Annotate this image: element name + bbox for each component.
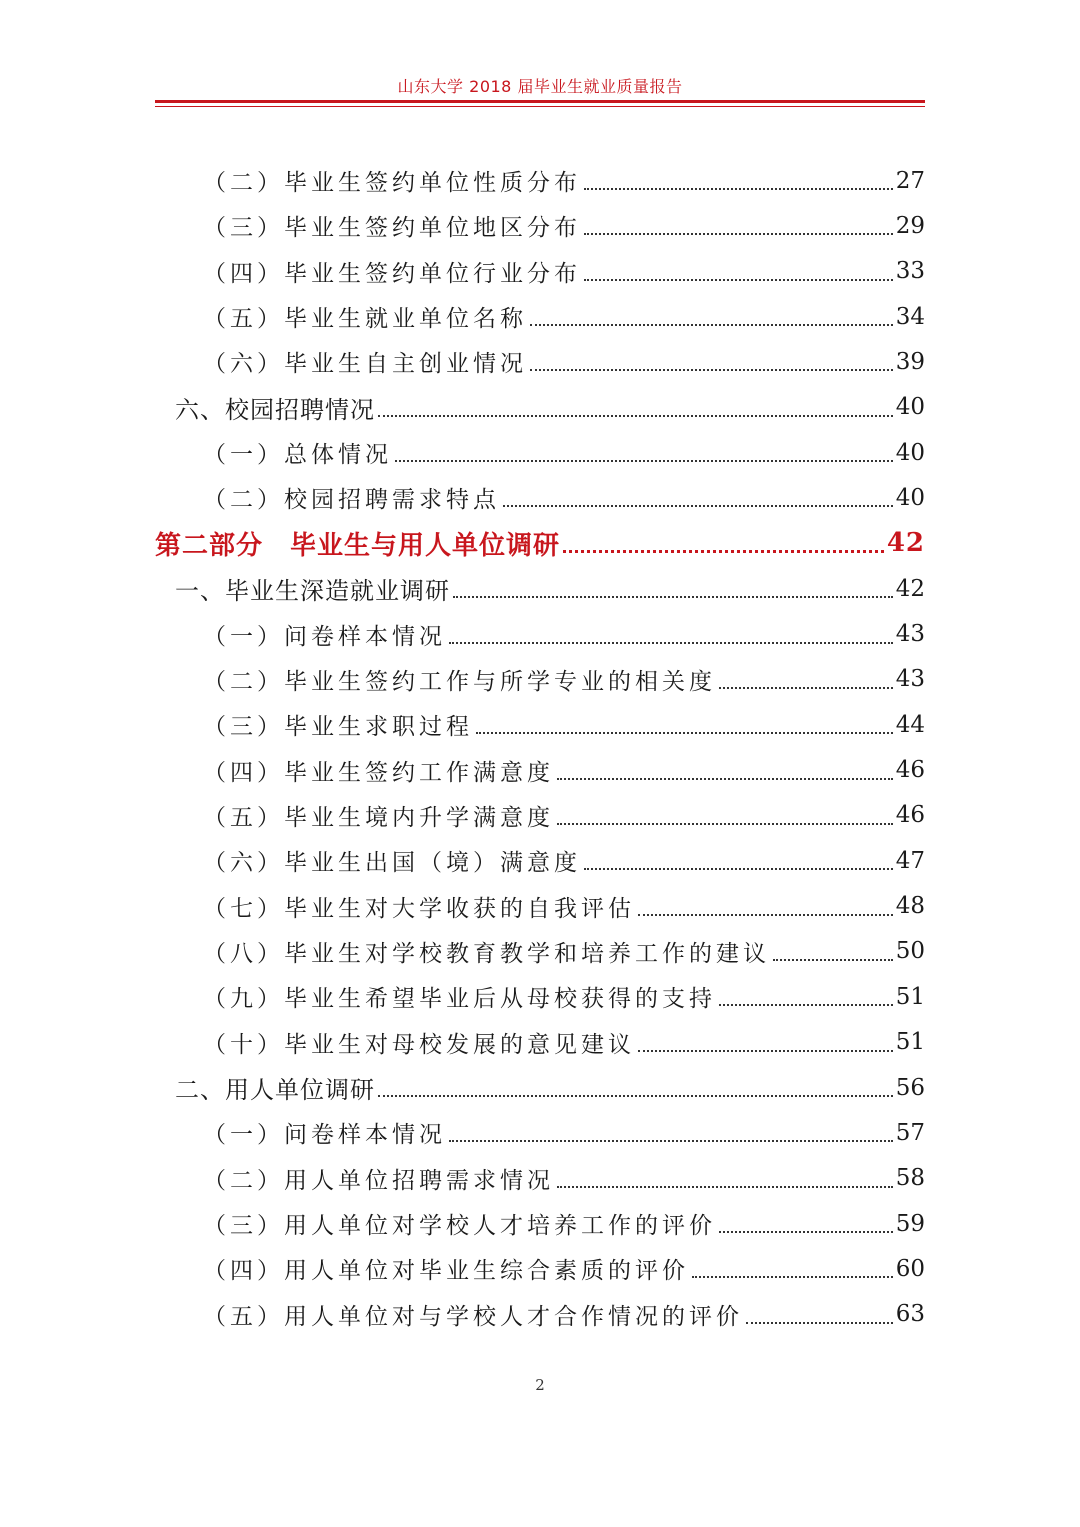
toc-leader-dots (584, 867, 893, 870)
toc-leader-dots (453, 595, 893, 598)
toc-entry-page: 56 (895, 1074, 925, 1101)
toc-entry[interactable] (175, 566, 925, 611)
toc-entry[interactable] (203, 475, 925, 520)
toc-entry-label: （五）毕业生境内升学满意度 (203, 804, 554, 831)
toc-entry-label: （四）毕业生签约单位行业分布 (203, 260, 581, 287)
toc-entry-page: 46 (895, 757, 925, 784)
toc-leader-dots (378, 1094, 893, 1097)
toc-entry[interactable] (175, 1065, 925, 1110)
toc-entry-label: （七）毕业生对大学收获的自我评估 (203, 895, 635, 922)
toc-entry-page: 51 (895, 1029, 925, 1056)
toc-leader-dots (692, 1275, 893, 1278)
toc-entry[interactable] (203, 1246, 925, 1291)
toc-leader-dots (557, 1185, 893, 1188)
toc-leader-dots (476, 731, 893, 734)
toc-entry[interactable] (203, 430, 925, 475)
toc-entry[interactable] (203, 158, 925, 203)
toc-entry[interactable] (203, 1201, 925, 1246)
toc-entry-label: 二、用人单位调研 (175, 1076, 375, 1104)
toc-entry-page: 33 (895, 258, 925, 285)
toc-leader-dots (395, 459, 893, 462)
toc-entry-label: （十）毕业生对母校发展的意见建议 (203, 1031, 635, 1058)
toc-entry-page: 46 (895, 802, 925, 829)
toc-leader-dots (584, 187, 893, 190)
toc-leader-dots (449, 1139, 893, 1142)
toc-entry[interactable] (203, 702, 925, 747)
toc-entry-label: （三）用人单位对学校人才培养工作的评价 (203, 1213, 716, 1240)
toc-entry[interactable] (155, 521, 925, 566)
header-rule-thick (155, 100, 925, 103)
toc-entry-label: （四）毕业生签约工作满意度 (203, 759, 554, 786)
toc-entry-page: 43 (895, 621, 925, 647)
toc-entry-label: （三）毕业生求职过程 (203, 714, 473, 741)
toc-entry-label: （六）毕业生出国（境）满意度 (203, 850, 581, 877)
toc-entry-label: （六）毕业生自主创业情况 (203, 351, 527, 378)
toc-entry-page: 27 (895, 167, 925, 194)
page-number: 2 (535, 1376, 545, 1394)
toc-leader-dots (530, 323, 893, 326)
toc-leader-dots (773, 958, 893, 961)
toc-entry-label: 第二部分 毕业生与用人单位调研 (155, 530, 561, 561)
toc-entry-label: （四）用人单位对毕业生综合素质的评价 (203, 1258, 689, 1285)
toc-entry[interactable] (175, 385, 925, 430)
toc-entry-page: 44 (895, 711, 925, 738)
toc-entry-page: 63 (895, 1301, 925, 1328)
toc-entry[interactable] (203, 1292, 925, 1337)
toc-leader-dots (584, 278, 893, 281)
toc-entry[interactable] (203, 657, 925, 702)
toc-leader-dots (719, 686, 893, 689)
toc-leader-dots (449, 641, 893, 644)
toc-entry-page: 47 (895, 847, 925, 874)
toc-leader-dots (530, 368, 893, 371)
toc-entry-page: 48 (895, 893, 925, 920)
toc-entry-page: 60 (895, 1255, 925, 1282)
toc-leader-dots (719, 1003, 893, 1006)
toc-entry-label: （一）问卷样本情况 (203, 623, 446, 650)
toc-entry-label: （一）问卷样本情况 (203, 1122, 446, 1149)
toc-entry-label: （五）毕业生就业单位名称 (203, 306, 527, 333)
toc-entry-page: 39 (895, 348, 925, 375)
toc-entry[interactable] (203, 929, 925, 974)
toc-entry-label: （一）总体情况 (203, 442, 392, 469)
toc-leader-dots (557, 777, 893, 780)
header-rule-thin (155, 106, 925, 107)
toc-entry[interactable] (203, 884, 925, 929)
toc-entry-label: （五）用人单位对与学校人才合作情况的评价 (203, 1303, 743, 1330)
toc-entry-page: 40 (895, 394, 925, 421)
toc-entry-label: （八）毕业生对学校教育教学和培养工作的建议 (203, 940, 770, 967)
toc-leader-dots (584, 232, 893, 235)
toc-leader-dots (557, 822, 893, 825)
toc-entry[interactable] (203, 838, 925, 883)
toc-entry-label: （三）毕业生签约单位地区分布 (203, 215, 581, 242)
toc-entry-page: 58 (895, 1165, 925, 1192)
toc-entry-label: （九）毕业生希望毕业后从母校获得的支持 (203, 986, 716, 1013)
toc-entry-page: 40 (895, 484, 925, 511)
toc-leader-dots (638, 1049, 893, 1052)
toc-leader-dots (746, 1321, 893, 1324)
toc-entry[interactable] (203, 249, 925, 294)
toc-entry[interactable] (203, 1110, 925, 1155)
toc-entry-page: 57 (895, 1119, 925, 1146)
toc-leader-dots (378, 414, 893, 417)
toc-entry-page: 29 (895, 212, 925, 239)
toc-leader-dots (638, 913, 893, 916)
toc-entry-page: 50 (895, 938, 925, 965)
toc-entry-label: （二）校园招聘需求特点 (203, 487, 500, 514)
toc-entry-label: （二）用人单位招聘需求情况 (203, 1167, 554, 1194)
toc-entry-label: 六、校园招聘情况 (175, 395, 375, 424)
running-header: 山东大学 2018 届毕业生就业质量报告 (397, 77, 683, 96)
toc-entry-page: 42 (895, 575, 925, 602)
toc-entry-page: 43 (895, 666, 925, 693)
toc-entry[interactable] (203, 974, 925, 1019)
toc-entry-label: 一、毕业生深造就业调研 (175, 577, 450, 606)
toc-entry-page: 59 (895, 1210, 925, 1237)
toc-entry[interactable] (203, 294, 925, 339)
toc-entry[interactable] (203, 1020, 925, 1065)
toc-leader-dots (563, 549, 884, 553)
toc-leader-dots (503, 504, 893, 507)
toc-entry[interactable] (203, 339, 925, 384)
toc-entry-page: 42 (886, 528, 925, 559)
toc-entry-page: 51 (895, 983, 925, 1010)
toc-entry-page: 40 (895, 439, 925, 466)
toc-entry[interactable] (203, 748, 925, 793)
toc-entry-page: 34 (895, 303, 925, 330)
toc-entry[interactable] (203, 612, 925, 657)
toc-entry[interactable] (203, 793, 925, 838)
toc-entry-label: （二）毕业生签约工作与所学专业的相关度 (203, 668, 716, 695)
toc-entry[interactable] (203, 1156, 925, 1201)
toc-entry[interactable] (203, 203, 925, 248)
toc-entry-label: （二）毕业生签约单位性质分布 (203, 170, 581, 196)
toc-leader-dots (719, 1230, 893, 1233)
